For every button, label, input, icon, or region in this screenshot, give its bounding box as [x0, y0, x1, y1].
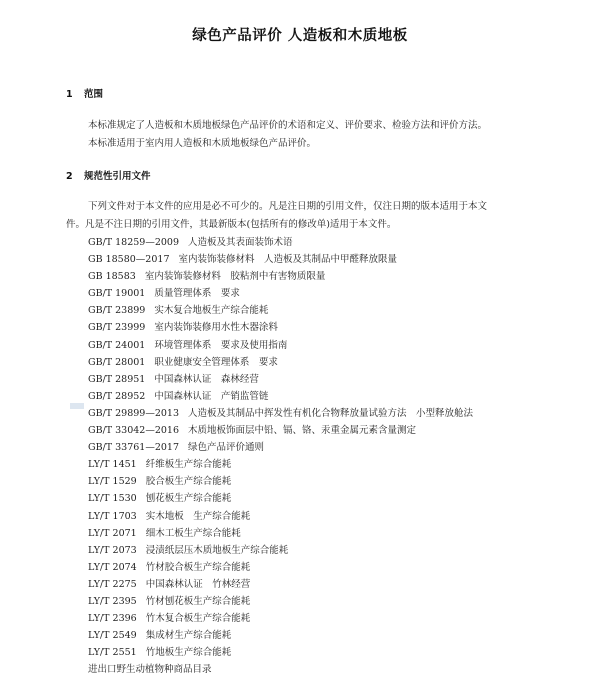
- reference-item: [88, 576, 473, 593]
- reference-code: LY/T 1529: [88, 476, 137, 488]
- reference-code: LY/T 1530: [88, 493, 137, 505]
- reference-item: [88, 490, 473, 507]
- reference-item: [88, 422, 473, 439]
- reference-title: 竹地板生产综合能耗: [145, 647, 232, 659]
- reference-title: 细木工板生产综合能耗: [145, 527, 241, 539]
- reference-code: GB/T 23899: [88, 305, 146, 317]
- reference-title: 竹材胶合板生产综合能耗: [145, 561, 251, 573]
- section-1-heading: [66, 86, 103, 100]
- reference-code: GB/T 23999: [88, 322, 146, 334]
- reference-item: [88, 559, 473, 576]
- reference-item: [88, 251, 473, 268]
- reference-code: LY/T 2074: [88, 561, 137, 573]
- reference-title: 刨花板生产综合能耗: [145, 493, 232, 505]
- reference-title: 中国森林认证 产销监管链: [154, 390, 269, 402]
- reference-code: GB/T 19001: [88, 288, 146, 300]
- reference-item: [88, 439, 473, 456]
- reference-title: 室内装饰装修材料 胶粘剂中有害物质限量: [144, 271, 326, 283]
- section-2-number: 2: [66, 171, 73, 182]
- reference-title: 绿色产品评价通则: [188, 442, 265, 454]
- reference-title: 纤维板生产综合能耗: [145, 459, 232, 471]
- references-intro-line-2: 件。凡是不注日期的引用文件，其最新版本(包括所有的修改单)适用于本文件。: [66, 219, 397, 230]
- reference-code: LY/T 2275: [88, 578, 137, 590]
- reference-title: 室内装饰装修材料 人造板及其制品中甲醛释放限量: [178, 254, 398, 266]
- reference-title: 环境管理体系 要求及使用指南: [154, 339, 288, 351]
- reference-item: [88, 285, 473, 302]
- scope-paragraph-1: 本标准规定了人造板和木质地板绿色产品评价的术语和定义、评价要求、检验方法和评价方法。: [88, 120, 488, 131]
- reference-item: [88, 542, 473, 559]
- reference-title: 人造板及其表面装饰术语: [188, 237, 293, 248]
- reference-item: [88, 388, 473, 405]
- reference-code: GB/T 33761—2017: [88, 442, 180, 454]
- reference-title: 竹木复合板生产综合能耗: [145, 613, 251, 625]
- reference-title: 质量管理体系 要求: [154, 288, 240, 300]
- reference-code: GB/T 28951: [88, 373, 146, 385]
- references-intro-line-1: 下列文件对于本文件的应用是必不可少的。凡是注日期的引用文件，仅注日期的版本适用于本文: [88, 201, 488, 212]
- reference-title: 实木复合地板生产综合能耗: [154, 305, 269, 317]
- reference-code: LY/T 2395: [88, 595, 137, 607]
- reference-item: [88, 302, 473, 319]
- scope-paragraph-2: 本标准适用于室内用人造板和木质地板绿色产品评价。: [88, 138, 317, 149]
- reference-code: LY/T 2071: [88, 527, 137, 539]
- reference-item: [88, 234, 473, 251]
- reference-item: [88, 644, 473, 661]
- reference-title: 浸渍纸层压木质地板生产综合能耗: [145, 544, 289, 556]
- reference-code: GB/T 28952: [88, 390, 146, 402]
- reference-item: [88, 456, 473, 473]
- reference-item: [88, 473, 473, 490]
- reference-item: [88, 319, 473, 336]
- reference-item: [88, 627, 473, 644]
- reference-item: [88, 268, 473, 285]
- reference-code: GB/T 28001: [88, 356, 146, 368]
- reference-title: 中国森林认证 森林经营: [154, 373, 259, 385]
- reference-code: LY/T 2549: [88, 630, 137, 642]
- reference-item: [88, 661, 473, 678]
- reference-code: GB/T 33042—2016: [88, 425, 180, 437]
- section-1-number: 1: [66, 89, 73, 100]
- reference-title: 竹材刨花板生产综合能耗: [145, 595, 251, 607]
- reference-code: LY/T 2073: [88, 544, 137, 556]
- reference-item: [88, 525, 473, 542]
- reference-code: GB 18583: [88, 271, 136, 283]
- reference-code: GB 18580—2017: [88, 254, 170, 266]
- reference-code: GB/T 24001: [88, 339, 146, 351]
- reference-title: 中国森林认证 竹林经营: [145, 578, 251, 590]
- reference-title: 室内装饰装修用水性木器涂料: [154, 322, 278, 334]
- reference-item: [88, 593, 473, 610]
- reference-code: LY/T 2551: [88, 647, 137, 659]
- reference-title: 人造板及其制品中挥发性有机化合物释放量试验方法 小型释放舱法: [188, 407, 474, 419]
- reference-item: [88, 508, 473, 525]
- reference-item: [88, 610, 473, 627]
- reference-title: 胶合板生产综合能耗: [145, 476, 232, 488]
- reference-item: [88, 337, 473, 354]
- reference-item: [88, 354, 473, 371]
- section-1-title: 范围: [84, 89, 104, 100]
- scan-mark: [70, 403, 84, 409]
- reference-title: 进出口野生动植物种商品目录: [88, 664, 212, 676]
- reference-code: LY/T 1703: [88, 510, 137, 522]
- section-2-heading: [66, 168, 151, 182]
- reference-item: [88, 405, 473, 422]
- reference-title: 木质地板饰面层中铅、镉、铬、汞重金属元素含量测定: [188, 425, 417, 437]
- reference-code: GB/T 29899—2013: [88, 407, 180, 419]
- reference-list: [88, 234, 473, 678]
- reference-code: LY/T 2396: [88, 613, 137, 625]
- document-title: 绿色产品评价 人造板和木质地板: [192, 28, 408, 44]
- reference-title: 职业健康安全管理体系 要求: [154, 356, 278, 368]
- reference-code: LY/T 1451: [88, 459, 137, 471]
- section-2-title: 规范性引用文件: [84, 171, 151, 182]
- reference-item: [88, 371, 473, 388]
- reference-title: 实木地板 生产综合能耗: [145, 510, 251, 522]
- reference-title: 集成材生产综合能耗: [145, 630, 232, 642]
- reference-code: GB/T 18259—2009: [88, 237, 180, 248]
